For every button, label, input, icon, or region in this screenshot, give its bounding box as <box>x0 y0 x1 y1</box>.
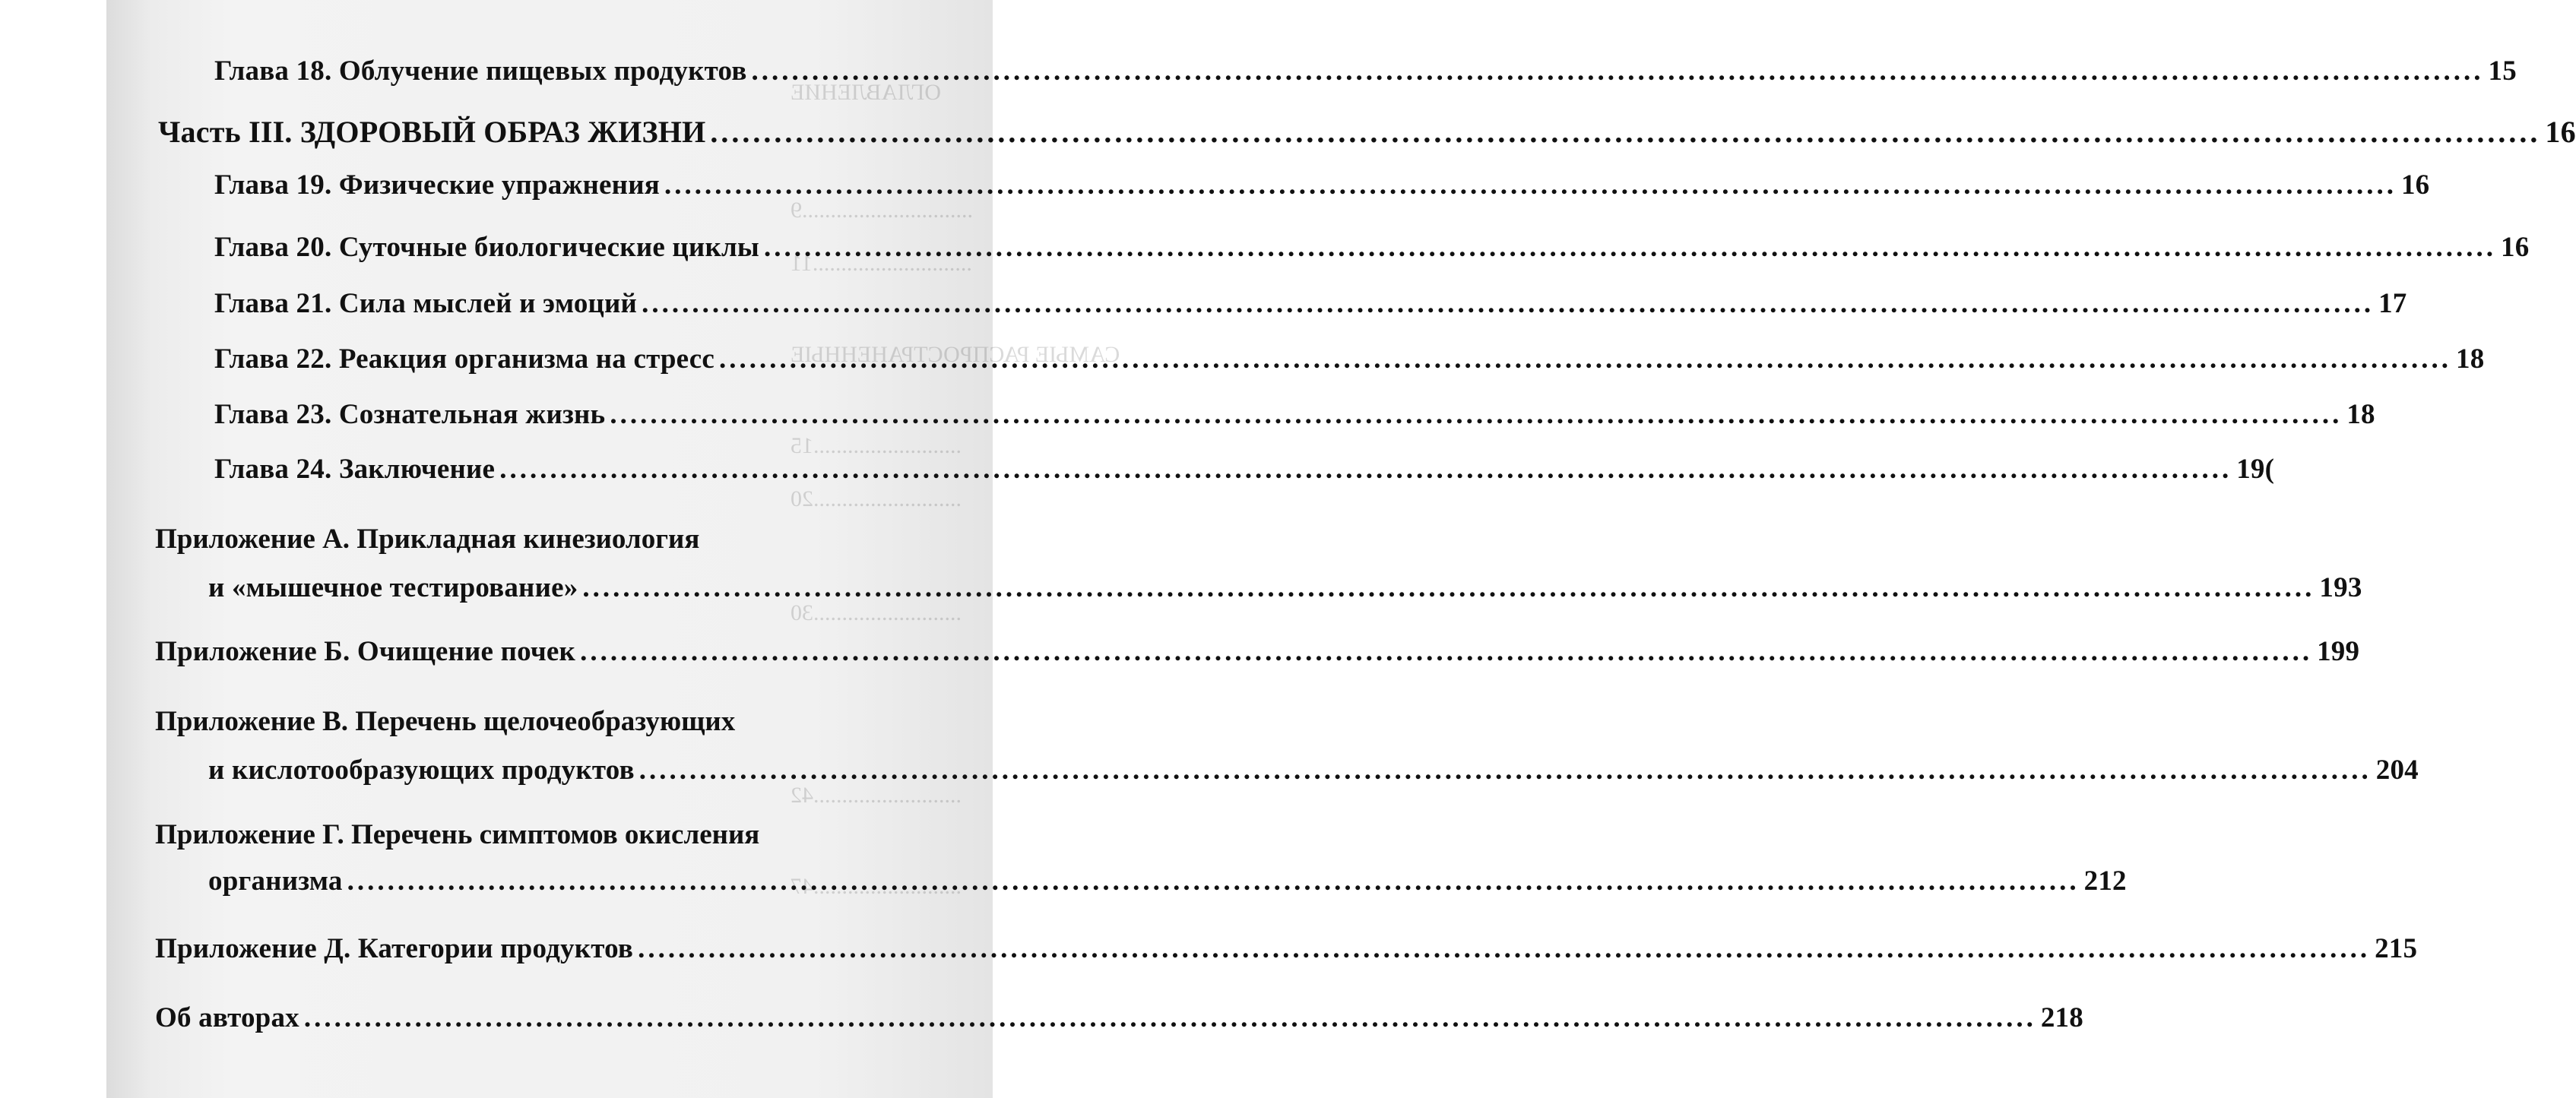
page-number: 16 <box>2501 232 2530 263</box>
book-page <box>106 0 2576 1098</box>
page-number: 15 <box>2488 55 2517 87</box>
entry-title: и «мышечное тестирование» <box>208 572 578 603</box>
page-number: 218 <box>2040 1002 2083 1033</box>
leader-dots <box>304 1001 2036 1034</box>
toc-entry-chapter-24[interactable] <box>214 453 2275 491</box>
entry-title: организма <box>208 865 343 897</box>
toc-entry-appendix-d[interactable] <box>155 932 2418 970</box>
page-number: 204 <box>2375 755 2419 786</box>
page-number: 19( <box>2236 454 2275 485</box>
leader-dots <box>582 571 2315 604</box>
entry-title: Глава 20. Суточные биологические циклы <box>214 232 760 263</box>
page-number: 212 <box>2083 865 2127 897</box>
toc-entry-chapter-22[interactable] <box>214 343 2485 381</box>
toc-entry-appendix-v[interactable] <box>208 754 2419 792</box>
toc-entry-chapter-21[interactable] <box>214 287 2407 325</box>
toc-entry-authors[interactable] <box>155 1001 2083 1039</box>
entry-title: Глава 22. Реакция организма на стресс <box>214 343 714 375</box>
toc-entry-part-3[interactable] <box>158 114 2576 152</box>
toc-entry-appendix-a[interactable] <box>208 571 2362 609</box>
toc-entry-appendix-g[interactable] <box>208 865 2127 903</box>
leader-dots <box>638 932 2370 965</box>
leader-dots <box>580 635 2312 668</box>
toc-entry-appendix-a-line1[interactable]: Приложение А. Прикладная кинезиология <box>155 524 700 555</box>
page-number: 215 <box>2375 933 2418 964</box>
toc-entry-chapter-19[interactable] <box>214 169 2430 207</box>
leader-dots <box>710 114 2540 150</box>
leader-dots <box>347 865 2080 897</box>
leader-dots <box>764 231 2496 264</box>
page-number: 16 <box>2545 115 2576 149</box>
entry-title: Приложение Б. Очищение почек <box>155 636 576 667</box>
entry-title: Глава 21. Сила мыслей и эмоций <box>214 288 638 319</box>
toc-entry-appendix-b[interactable] <box>155 635 2360 673</box>
entry-title: Глава 19. Физические упражнения <box>214 169 660 201</box>
leader-dots <box>499 453 2232 486</box>
page-number: 18 <box>2346 399 2375 430</box>
leader-dots <box>642 287 2374 320</box>
leader-dots <box>664 169 2397 201</box>
leader-dots <box>752 55 2484 87</box>
toc-entry-chapter-23[interactable] <box>214 398 2375 436</box>
leader-dots <box>610 398 2342 431</box>
entry-title: Глава 24. Заключение <box>214 454 496 485</box>
page-number: 18 <box>2456 343 2485 375</box>
leader-dots <box>639 754 2372 786</box>
toc-entry-chapter-20[interactable] <box>214 231 2530 269</box>
entry-title: Об авторах <box>155 1002 299 1033</box>
toc-entry-chapter-18[interactable] <box>214 55 2517 93</box>
entry-title: и кислотообразующих продуктов <box>208 755 635 786</box>
page-number: 193 <box>2319 572 2362 603</box>
page-number: 16 <box>2400 169 2430 201</box>
page-number: 199 <box>2317 636 2360 667</box>
page-number: 17 <box>2378 288 2407 319</box>
leader-dots <box>719 343 2451 375</box>
toc-entry-appendix-v-line1[interactable]: Приложение В. Перечень щелочеобразующих <box>155 706 736 737</box>
entry-title: Приложение Д. Категории продуктов <box>155 933 634 964</box>
toc-entry-appendix-g-line1[interactable]: Приложение Г. Перечень симптомов окисления <box>155 819 760 850</box>
show-through-decoration: ОГЛАВЛЕНИЕ ..............................9 ............................11 САМЫЕ РАСПРОСТРАНЕННЫЕ ..........................15 ..........................20 ..........................30 ..........................42 ..........................47 <box>791 80 1120 899</box>
entry-title: Глава 23. Сознательная жизнь <box>214 399 606 430</box>
entry-title: Часть III. ЗДОРОВЫЙ ОБРАЗ ЖИЗНИ <box>158 115 706 149</box>
entry-title: Глава 18. Облучение пищевых продуктов <box>214 55 747 87</box>
